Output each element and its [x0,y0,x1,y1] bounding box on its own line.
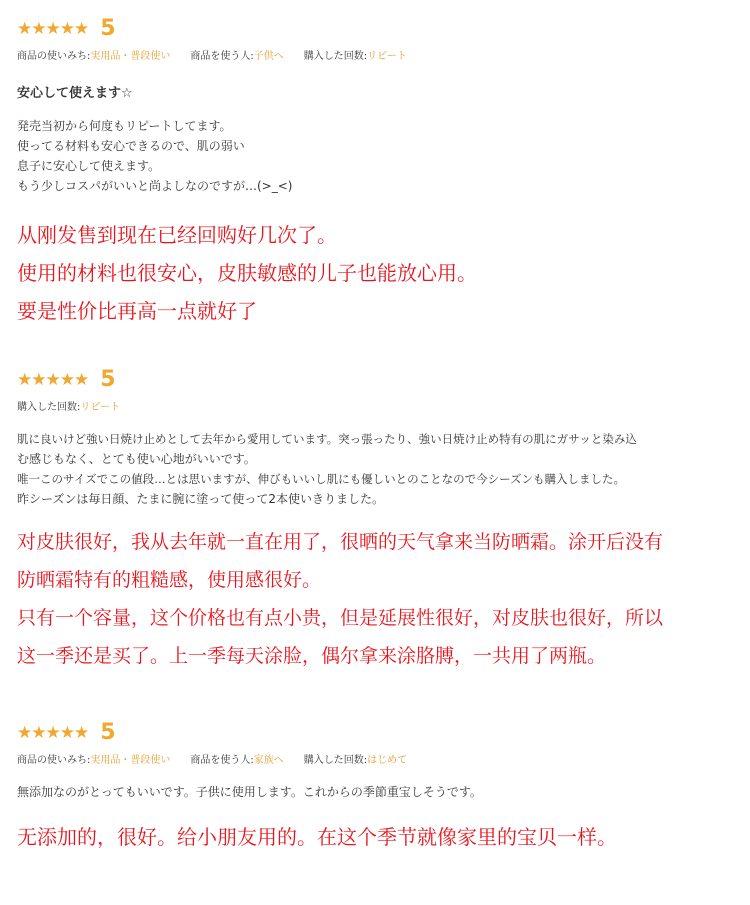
translation-line: 这一季还是买了。上一季每天涂脸，偶尔拿来涂胳膊，一共用了两瓶。 [17,645,607,667]
review-line: 発売当初から何度もリピートしてます。 [17,119,232,133]
review-card [17,367,737,675]
review-line: 昨シーズンは毎日顔、たまに腕に塗って使って2本使いきりました。 [17,492,385,506]
star-rating-icon: ★★★★★ [17,723,89,743]
review-line: 使ってる材料も安心できるので、肌の弱い [17,139,245,153]
review-meta [17,401,737,415]
translation-line: 从刚发售到现在已经回购好几次了。 [17,223,337,247]
rating-row [17,720,737,746]
review-meta [17,754,737,768]
meta-user: 商品を使う人:子供へ [190,51,284,62]
meta-purchase-count: 購入した回数:はじめて [303,755,408,766]
review-body-jp [17,782,737,802]
review-title: 安心して使えます☆ [17,86,133,101]
translation-line: 对皮肤很好，我从去年就一直在用了，很晒的天气拿来当防晒霜。涂开后没有 [17,531,664,553]
star-rating-icon: ★★★★★ [17,19,89,39]
translation-line: 无添加的，很好。给小朋友用的。在这个季节就像家里的宝贝一样。 [17,825,617,849]
review-line: もう少しコスパがいいと尚よしなのですが…(>_<) [17,179,293,193]
review-body-jp [17,429,737,509]
translation-line: 只有一个容量，这个价格也有点小贵，但是延展性很好，对皮肤也很好，所以 [17,607,664,629]
review-line: 無添加なのがとってもいいです。子供に使用します。これからの季節重宝しそうです。 [17,785,482,799]
review-meta [17,50,737,64]
rating-score: 5 [100,16,116,41]
translation-line: 使用的材料也很安心，皮肤敏感的儿子也能放心用。 [17,261,477,285]
meta-usage: 商品の使いみち:実用品・普段使い [17,51,171,62]
translation-line: 防晒霜特有的粗糙感，使用感很好。 [17,569,322,591]
rating-row [17,367,737,393]
rating-row [17,16,737,42]
meta-purchase-count: 購入した回数:リピート [17,402,120,413]
translation-line: 要是性价比再高一点就好了 [17,299,257,323]
review-card [17,16,737,330]
review-line: む感じもなく、とても使い心地がいいです。 [17,452,256,466]
meta-usage: 商品の使いみち:実用品・普段使い [17,755,171,766]
rating-score: 5 [100,367,116,392]
star-rating-icon: ★★★★★ [17,370,89,390]
review-line: 肌に良いけど強い日焼け止めとして去年から愛用しています。突っ張ったり、強い日焼け止め特有の肌にガサッと染み込 [17,432,637,446]
review-translation-cn [17,523,737,675]
review-translation-cn [17,216,737,330]
rating-score: 5 [100,720,116,745]
review-translation-cn [17,818,737,856]
review-card [17,720,737,856]
review-line: 息子に安心して使えます。 [17,159,161,173]
review-line: 唯一このサイズでこの値段…とは思いますが、伸びもいいし肌にも優しいとのことなので今シーズンも購入しました。 [17,472,625,486]
meta-user: 商品を使う人:家族へ [190,755,284,766]
meta-purchase-count: 購入した回数:リピート [303,51,407,62]
review-body-jp [17,116,737,196]
